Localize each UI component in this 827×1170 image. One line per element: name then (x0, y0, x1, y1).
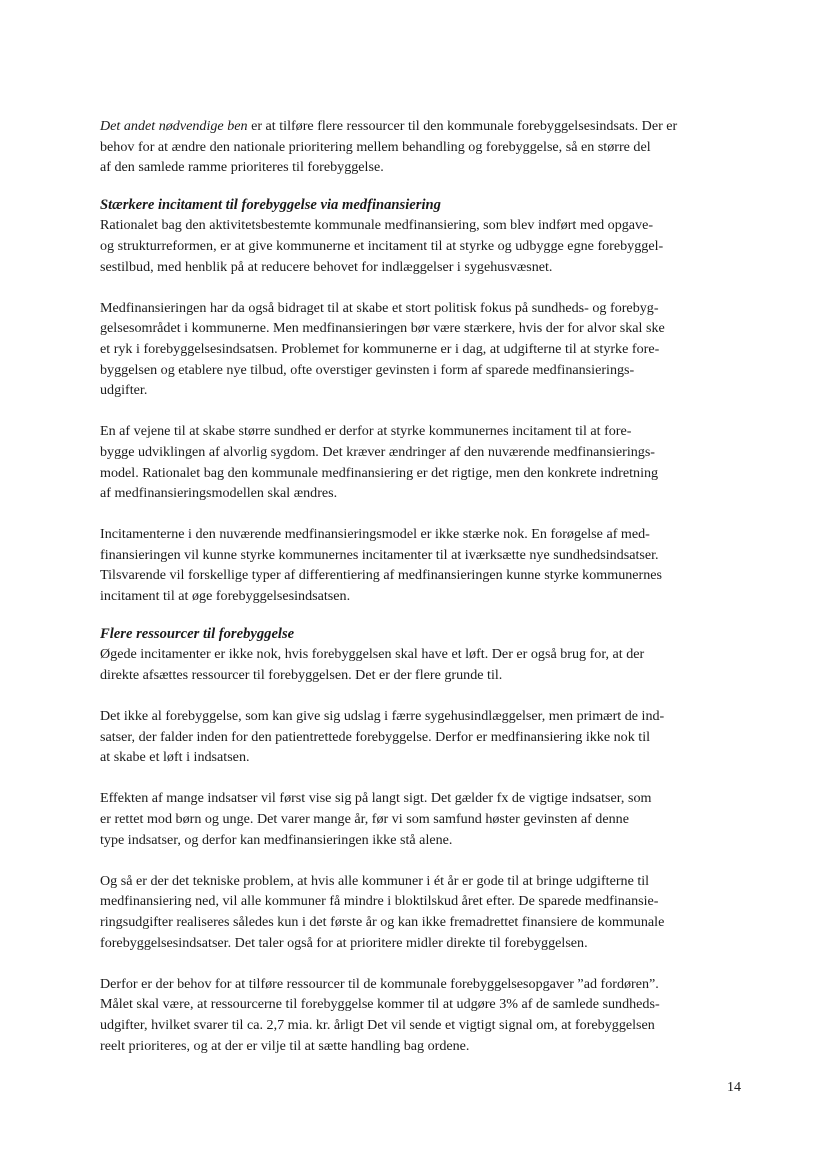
intro-emphasis: Det andet nødvendige ben (100, 118, 248, 134)
s2-paragraph-2: Det ikke al forebyggelse, som kan give sig udslag i færre sygehusindlæggelser, men primært de ind- satser, der falder inden for den patientrettede forebyggelse. Derfor er medfinansiering ikke nok til at skabe et løft i indsatsen. (100, 708, 665, 766)
document-page (100, 116, 745, 1077)
section-heading-incitament: Stærkere incitament til forebyggelse via medfinansiering (100, 196, 441, 213)
s1-paragraph-2: Medfinansieringen har da også bidraget til at skabe et stort politisk fokus på sundheds- og forebyg- gelsesområdet i kommunerne. Men medfinansieringen bør være stærkere, hvis der for alvor skal ske et ryk i forebyggelsesindsatsen. Problemet for kommunerne er i dag, at udgifterne til at styrke fore- byggelsen og etablere nye tilbud, ofte overstiger gevinsten i form af sparede medfinansierings- udgifter. (100, 299, 665, 399)
s1-paragraph-3: En af vejene til at skabe større sundhed er derfor at styrke kommunernes incitament til at fore- bygge udviklingen af alvorlig sygdom. Det kræver ændringer af den nuværende medfinansierings- model. Rationalet bag den kommunale medfinansiering er det rigtige, men den konkrete indretning af medfinansieringsmodellen skal ændres. (100, 423, 659, 502)
s2-paragraph-3: Effekten af mange indsatser vil først vise sig på langt sigt. Det gælder fx de vigtige indsatser, som er rettet mod børn og unge. Det varer mange år, før vi som samfund høster gevinsten af denne type indsatser, og derfor kan medfinansieringen ikke stå alene. (100, 790, 652, 848)
intro-line-3: af den samlede ramme prioriteres til forebyggelse. (100, 159, 384, 176)
s1-paragraph-4: Incitamenterne i den nuværende medfinansieringsmodel er ikke stærke nok. En forøgelse af med- finansieringen vil kunne styrke kommunernes incitamenter til at iværksætte nye sundhedsindsatser. Tilsvarende vil forskellige typer af differentiering af medfinansieringen kunne styrke kommunernes incitament til at øge forebyggelsesindsatsen. (100, 526, 663, 605)
intro-paragraph (100, 116, 745, 178)
intro-line-2: behov for at ændre den nationale prioritering mellem behandling og forebyggelse, så en større del (100, 138, 651, 155)
s2-paragraph-1: Øgede incitamenter er ikke nok, hvis forebyggelsen skal have et løft. Der er også brug for, at der direkte afsættes ressourcer til forebyggelsen. Det er der flere grunde til. (100, 646, 645, 683)
section-heading-ressourcer: Flere ressourcer til forebyggelse (100, 625, 295, 642)
s1-paragraph-1: Rationalet bag den aktivitetsbestemte kommunale medfinansiering, som blev indført med opgave- og strukturreformen, er at give kommunerne et incitament til at styrke og udbygge egne forebyggel- sestilbud, med henblik på at reducere behovet for indlæggelser i sygehusvæsnet. (100, 217, 664, 275)
page-number: 14 (727, 1080, 741, 1095)
intro-line-1: Det andet nødvendige ben er at tilføre flere ressourcer til den kommunale forebyggelsesindsats. Der er (100, 118, 678, 134)
s2-paragraph-4: Og så er der det tekniske problem, at hvis alle kommuner i ét år er gode til at bringe udgifterne til medfinansiering ned, vil alle kommuner få mindre i bloktilskud året efter. De sparede medfinansie- ringsudgifter realiseres således kun i det første år og kan ikke fremadrettet finansiere de kommunale forebyggelsesindsatser. Det taler også for at prioritere midler direkte til forebyggelsen. (100, 872, 665, 951)
s2-paragraph-5: Derfor er der behov for at tilføre ressourcer til de kommunale forebyggelsesopgaver ”ad fordøren”. Målet skal være, at ressourcerne til forebyggelse kommer til at udgøre 3% af de samlede sundheds- udgifter, hvilket svarer til ca. 2,7 mia. kr. årligt Det vil sende et vigtigt signal om, at forebyggelsen reelt prioriteres, og at der er vilje til at sætte handling bag ordene. (100, 975, 660, 1054)
